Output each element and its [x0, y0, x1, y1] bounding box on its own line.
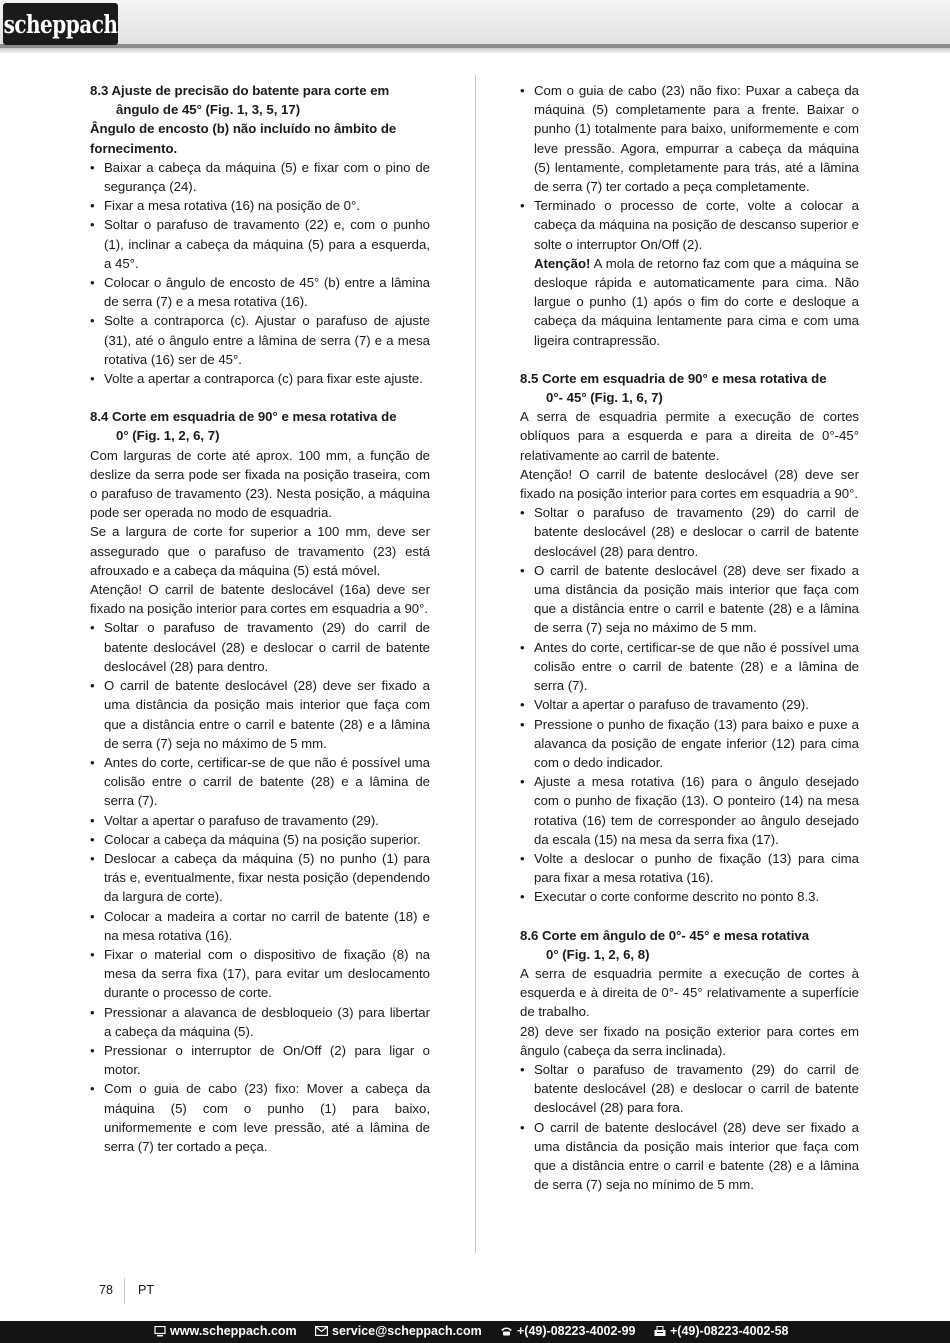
- footer-separator: [124, 1278, 125, 1304]
- list-item: • Com o guia de cabo (23) não fixo: Puxar a cabeça da máquina (5) completamente para a frente. Baixar o punho (1) totalmente para baixo, uniformemente e com leve pressão. Agora, empurrar a cabeça da máquina (5) lentamente, completamente para trás, até a lâmina de serra (7) ter cortado a peça completamente.: [520, 81, 859, 196]
- fax-item[interactable]: [654, 1324, 789, 1338]
- left-column: [90, 81, 430, 1156]
- envelope-icon: [315, 1326, 328, 1336]
- paragraph: Atenção! O carril de batente deslocável (28) deve ser fixado na posição interior para cortes em esquadria a 90°.: [520, 466, 859, 502]
- email-link[interactable]: service@scheppach.com: [332, 1324, 482, 1338]
- page-number: 78: [99, 1283, 113, 1297]
- list-item: • O carril de batente deslocável (28) deve ser fixado a uma distância da posição mais interior que faça com que a distância entre o carril e batente (28) e a lâmina de serra (7) seja no máximo de 5 mm.: [90, 676, 430, 753]
- website-link[interactable]: www.scheppach.com: [170, 1324, 297, 1338]
- list-item: • Soltar o parafuso de travamento (29) do carril de batente deslocável (28) e deslocar o carril de batente deslocável (28) para fora.: [520, 1060, 859, 1118]
- contact-bar: [0, 1321, 950, 1343]
- logo-text: scheppach: [3, 9, 118, 39]
- paragraph: A serra de esquadria permite a execução de cortes à esquerda e à direita de 0°- 45° relativamente a superfície de trabalho.: [520, 965, 859, 1020]
- section-8-5-list: [520, 503, 859, 906]
- list-item: • Ajuste a mesa rotativa (16) para o ângulo desejado com o punho de fixação (13). O ponteiro (14) na mesa rotativa (16) tem de corresponder ao ângulo desejado da escala (15) na mesa da serra fixa (17).: [520, 772, 859, 849]
- section-8-3-note: Ângulo de encosto (b) não incluído no âmbito de fornecimento.: [90, 121, 397, 156]
- list-item: • Com o guia de cabo (23) fixo: Mover a cabeça da máquina (5) com o punho (1) para baixo, uniformemente e com leve pressão, até a lâmina de serra (7) ter cortado a peça.: [90, 1079, 430, 1156]
- list-item: • Volte a deslocar o punho de fixação (13) para cima para fixar a mesa rotativa (16).: [520, 849, 859, 887]
- list-item: • O carril de batente deslocável (28) deve ser fixado a uma distância da posição mais interior que faça com que a distância entre o carril e batente (28) e a lâmina de serra (7) seja no mínimo de 5 mm.: [520, 1118, 859, 1195]
- paragraph: Atenção! O carril de batente deslocável (16a) deve ser fixado na posição interior para cortes em esquadria a 90°.: [90, 582, 430, 617]
- section-8-6-list: [520, 1060, 859, 1194]
- list-item: • Voltar a apertar o parafuso de travamento (29).: [90, 811, 430, 830]
- list-item: • Solte a contraporca (c). Ajustar o parafuso de ajuste (31), até o ângulo entre a lâmina de serra (7) e a mesa rotativa (16) ser de 45°.: [90, 311, 430, 369]
- list-item: • Fixar a mesa rotativa (16) na posição de 0°.: [90, 196, 430, 215]
- list-item: • Antes do corte, certificar-se de que não é possível uma colisão entre o carril de batente (28) e a lâmina de serra (7).: [90, 753, 430, 811]
- email-item[interactable]: [315, 1324, 482, 1338]
- paragraph: 28) deve ser fixado na posição exterior para cortes em ângulo (cabeça da serra inclinada).: [520, 1023, 859, 1058]
- section-8-4-list: [90, 618, 430, 1156]
- paragraph: Se a largura de corte for superior a 100 mm, deve ser assegurado que o parafuso de travamento (23) está afrouxado e a cabeça da máquina (5) está móvel.: [90, 524, 430, 578]
- language-code: PT: [138, 1283, 154, 1297]
- phone-item[interactable]: [500, 1324, 636, 1338]
- list-item: • Colocar a madeira a cortar no carril de batente (18) e na mesa rotativa (16).: [90, 907, 430, 945]
- list-item: • Volte a apertar a contraporca (c) para fixar este ajuste.: [90, 369, 430, 388]
- fax-icon: [654, 1326, 666, 1337]
- paragraph: A serra de esquadria permite a execução de cortes oblíquos para a esquerda e para a direita de 0°-45° relativamente ao carril de batente.: [520, 409, 859, 463]
- list-item: • Voltar a apertar o parafuso de travamento (29).: [520, 695, 859, 714]
- section-8-4-continued-list: [520, 81, 859, 254]
- list-item: • Soltar o parafuso de travamento (29) do carril de batente deslocável (28) e deslocar o carril de batente deslocável (28) para dentro.: [520, 503, 859, 561]
- section-8-3-heading: 8.3 Ajuste de precisão do batente para corte em ângulo de 45° (Fig. 1, 3, 5, 17): [90, 83, 390, 118]
- list-item: • Antes do corte, certificar-se de que não é possível uma colisão entre o carril de batente (28) e a lâmina de serra (7).: [520, 638, 859, 696]
- fax-number[interactable]: +(49)-08223-4002-58: [670, 1324, 789, 1338]
- header-shadow: [0, 48, 950, 54]
- list-item: • Pressionar o interruptor de On/Off (2) para ligar o motor.: [90, 1041, 430, 1079]
- attention-label: Atenção!: [534, 255, 591, 271]
- attention-note: [520, 254, 859, 350]
- list-item: • Colocar a cabeça da máquina (5) na posição superior.: [90, 830, 430, 849]
- list-item: • Baixar a cabeça da máquina (5) e fixar com o pino de segurança (24).: [90, 158, 430, 196]
- list-item: • Pressionar a alavanca de desbloqueio (3) para libertar a cabeça da máquina (5).: [90, 1003, 430, 1041]
- list-item: • Fixar o material com o dispositivo de fixação (8) na mesa da serra fixa (17), para evitar um deslocamento durante o processo de corte.: [90, 945, 430, 1003]
- list-item: • Soltar o parafuso de travamento (29) do carril de batente deslocável (28) e deslocar o carril de batente deslocável (28) para dentro.: [90, 618, 430, 676]
- list-item: • Pressione o punho de fixação (13) para baixo e puxe a alavanca da posição de engate inferior (12) para cima com o dedo indicador.: [520, 715, 859, 773]
- list-item: • O carril de batente deslocável (28) deve ser fixado a uma distância da posição mais interior que faça com que a distância entre o carril e batente (28) e a lâmina de serra (7) seja no máximo de 5 mm.: [520, 561, 859, 638]
- list-item: • Colocar o ângulo de encosto de 45° (b) entre a lâmina de serra (7) e a mesa rotativa (16).: [90, 273, 430, 311]
- attention-text: A mola de retorno faz com que a máquina se desloque rápida e automaticamente para cima. Não largue o punho (1) após o fim do corte e desloque a cabeça da máquina lentamente para cima e com uma ligeira contrapressão.: [534, 255, 859, 348]
- computer-icon: [154, 1326, 166, 1337]
- website-item[interactable]: [154, 1324, 297, 1338]
- phone-number[interactable]: +(49)-08223-4002-99: [517, 1324, 636, 1338]
- list-item: • Soltar o parafuso de travamento (22) e, com o punho (1), inclinar a cabeça da máquina (5) para a esquerda, a 45°.: [90, 215, 430, 273]
- phone-icon: [500, 1326, 513, 1336]
- column-divider: [475, 75, 476, 1253]
- section-8-3-list: [90, 158, 430, 388]
- section-8-5-heading: 8.5 Corte em esquadria de 90° e mesa rotativa de 0°- 45° (Fig. 1, 6, 7): [520, 370, 827, 406]
- paragraph: Com larguras de corte até aprox. 100 mm, a função de deslize da serra pode ser fixada na posição traseira, com o parafuso de travamento (23). Nesta posição, a máquina pode ser operada no modo de esquadria.: [90, 447, 430, 521]
- list-item: • Terminado o processo de corte, volte a colocar a cabeça da máquina na posição de descanso superior e solte o interruptor On/Off (2).: [520, 196, 859, 254]
- list-item: • Deslocar a cabeça da máquina (5) no punho (1) para trás e, eventualmente, fixar nesta posição (dependendo da largura de corte).: [90, 849, 430, 907]
- header-band: [0, 0, 950, 44]
- section-8-6-heading: 8.6 Corte em ângulo de 0°- 45° e mesa rotativa 0° (Fig. 1, 2, 6, 8): [520, 927, 810, 962]
- right-column: [520, 81, 859, 1194]
- list-item: • Executar o corte conforme descrito no ponto 8.3.: [520, 887, 859, 906]
- scheppach-logo: [3, 3, 118, 45]
- section-8-4-heading: 8.4 Corte em esquadria de 90° e mesa rotativa de 0° (Fig. 1, 2, 6, 7): [90, 409, 397, 444]
